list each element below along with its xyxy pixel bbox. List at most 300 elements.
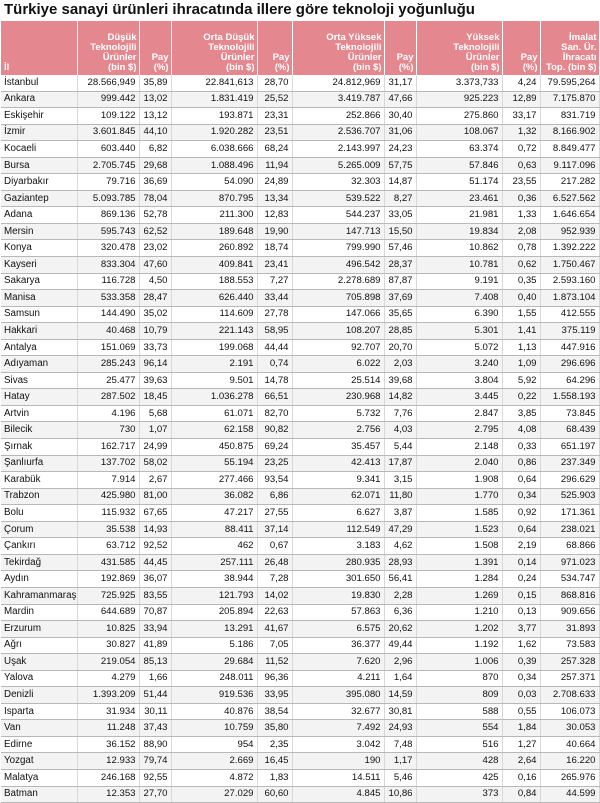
medium-high-tech-value-cell: 2.143.997 [292,141,384,158]
low-tech-share-cell: 88,90 [139,736,171,753]
province-cell: Hatay [1,389,77,406]
table-row [1,769,599,786]
medium-low-tech-value-cell: 450.875 [171,439,257,456]
low-tech-share-cell: 51,44 [139,687,171,704]
high-tech-share-cell: 0,84 [502,786,540,803]
medium-low-tech-share-cell: 14,02 [257,587,292,604]
total-exports-cell: 64.296 [540,372,599,389]
low-tech-value-cell: 116.728 [77,273,139,290]
low-tech-share-cell: 70,87 [139,604,171,621]
table-row [1,75,599,91]
medium-low-tech-share-cell: 27,78 [257,306,292,323]
medium-low-tech-value-cell: 919.536 [171,687,257,704]
medium-high-tech-value-cell: 280.935 [292,554,384,571]
low-tech-share-cell: 52,78 [139,207,171,224]
total-exports-cell: 171.361 [540,505,599,522]
high-tech-value-cell: 21.981 [416,207,502,224]
high-tech-value-cell: 588 [416,703,502,720]
medium-high-tech-share-cell: 2,96 [384,654,416,671]
low-tech-value-cell: 869.136 [77,207,139,224]
table-row [1,505,599,522]
high-tech-value-cell: 19.834 [416,223,502,240]
medium-high-tech-value-cell: 252.866 [292,108,384,125]
medium-high-tech-share-cell: 2,28 [384,587,416,604]
medium-high-tech-share-cell: 7,76 [384,405,416,422]
low-tech-value-cell: 219.054 [77,654,139,671]
medium-high-tech-value-cell: 190 [292,753,384,770]
medium-high-tech-share-cell: 2,03 [384,356,416,373]
medium-low-tech-value-cell: 248.011 [171,670,257,687]
medium-high-tech-share-cell: 3,87 [384,505,416,522]
medium-low-tech-value-cell: 1.036.278 [171,389,257,406]
medium-high-tech-share-cell: 49,44 [384,637,416,654]
medium-low-tech-value-cell: 10.759 [171,720,257,737]
low-tech-value-cell: 1.393.209 [77,687,139,704]
medium-low-tech-value-cell: 199.068 [171,339,257,356]
table-row [1,736,599,753]
province-cell: Batman [1,786,77,803]
medium-low-tech-share-cell: 37,14 [257,521,292,538]
medium-high-tech-share-cell: 33,05 [384,207,416,224]
medium-low-tech-share-cell: 96,36 [257,670,292,687]
high-tech-value-cell: 7.408 [416,290,502,307]
total-exports-cell: 8.166.902 [540,124,599,141]
high-tech-value-cell: 1.202 [416,621,502,638]
medium-high-tech-share-cell: 10,86 [384,786,416,803]
high-tech-share-cell: 4,08 [502,422,540,439]
table-row [1,257,599,274]
low-tech-share-cell: 85,13 [139,654,171,671]
low-tech-value-cell: 35.538 [77,521,139,538]
medium-low-tech-value-cell: 193.871 [171,108,257,125]
high-tech-value-cell: 809 [416,687,502,704]
column-header-low-tech: Düşük Teknolojili Ürünler (bin $) [77,21,139,75]
low-tech-share-cell: 4,50 [139,273,171,290]
medium-low-tech-value-cell: 1.831.419 [171,91,257,108]
medium-high-tech-share-cell: 87,87 [384,273,416,290]
total-exports-cell: 909.656 [540,604,599,621]
province-cell: Bolu [1,505,77,522]
total-exports-cell: 9.117.096 [540,157,599,174]
high-tech-value-cell: 554 [416,720,502,737]
medium-high-tech-value-cell: 4.211 [292,670,384,687]
column-header-high-tech: Yüksek Teknolojili Ürünler (bin $) [416,21,502,75]
province-cell: Hakkari [1,323,77,340]
low-tech-value-cell: 12.353 [77,786,139,803]
medium-high-tech-share-cell: 30,40 [384,108,416,125]
low-tech-value-cell: 40.468 [77,323,139,340]
low-tech-share-cell: 44,10 [139,124,171,141]
province-cell: Malatya [1,769,77,786]
low-tech-value-cell: 533.358 [77,290,139,307]
medium-high-tech-share-cell: 6,36 [384,604,416,621]
low-tech-value-cell: 644.689 [77,604,139,621]
total-exports-cell: 73.845 [540,405,599,422]
low-tech-value-cell: 999.442 [77,91,139,108]
low-tech-share-cell: 14,93 [139,521,171,538]
high-tech-share-cell: 0,33 [502,439,540,456]
table-body [1,75,599,803]
province-cell: Kahramanmaraş [1,587,77,604]
medium-high-tech-share-cell: 14,82 [384,389,416,406]
medium-high-tech-value-cell: 799.990 [292,240,384,257]
medium-high-tech-value-cell: 9.341 [292,472,384,489]
medium-low-tech-value-cell: 870.795 [171,190,257,207]
total-exports-cell: 40.664 [540,736,599,753]
province-cell: Ankara [1,91,77,108]
medium-low-tech-value-cell: 260.892 [171,240,257,257]
medium-low-tech-share-cell: 23,31 [257,108,292,125]
low-tech-share-cell: 96,14 [139,356,171,373]
low-tech-value-cell: 603.440 [77,141,139,158]
medium-low-tech-share-cell: 24,89 [257,174,292,191]
low-tech-share-cell: 83,55 [139,587,171,604]
total-exports-cell: 257.328 [540,654,599,671]
high-tech-share-cell: 0,63 [502,157,540,174]
low-tech-value-cell: 79.716 [77,174,139,191]
medium-low-tech-value-cell: 277.466 [171,472,257,489]
low-tech-share-cell: 62,52 [139,223,171,240]
high-tech-value-cell: 1.523 [416,521,502,538]
column-header-medium-low-tech-share: Pay (%) [257,21,292,75]
medium-high-tech-share-cell: 31,17 [384,75,416,91]
total-exports-cell: 30.053 [540,720,599,737]
medium-high-tech-value-cell: 112.549 [292,521,384,538]
medium-low-tech-value-cell: 62.158 [171,422,257,439]
total-exports-cell: 31.893 [540,621,599,638]
medium-high-tech-value-cell: 7.620 [292,654,384,671]
low-tech-value-cell: 192.869 [77,571,139,588]
medium-high-tech-value-cell: 3.042 [292,736,384,753]
medium-low-tech-share-cell: 0,67 [257,538,292,555]
table-row [1,372,599,389]
column-header-medium-low-tech: Orta Düşük Teknolojili Ürünler (bin $) [171,21,257,75]
high-tech-value-cell: 3.804 [416,372,502,389]
high-tech-share-cell: 0,13 [502,604,540,621]
low-tech-value-cell: 137.702 [77,455,139,472]
province-cell: Şırnak [1,439,77,456]
medium-low-tech-share-cell: 66,51 [257,389,292,406]
high-tech-value-cell: 9.191 [416,273,502,290]
table-row [1,108,599,125]
medium-high-tech-value-cell: 705.898 [292,290,384,307]
high-tech-share-cell: 0,78 [502,240,540,257]
medium-low-tech-share-cell: 68,24 [257,141,292,158]
medium-low-tech-share-cell: 82,70 [257,405,292,422]
low-tech-value-cell: 4.279 [77,670,139,687]
province-cell: Karabük [1,472,77,489]
low-tech-share-cell: 1,66 [139,670,171,687]
high-tech-share-cell: 1,55 [502,306,540,323]
high-tech-share-cell: 0,86 [502,455,540,472]
low-tech-share-cell: 44,45 [139,554,171,571]
province-cell: Tekirdağ [1,554,77,571]
low-tech-share-cell: 2,67 [139,472,171,489]
high-tech-share-cell: 0,16 [502,769,540,786]
total-exports-cell: 68.439 [540,422,599,439]
low-tech-share-cell: 35,02 [139,306,171,323]
medium-high-tech-value-cell: 6.022 [292,356,384,373]
high-tech-value-cell: 870 [416,670,502,687]
low-tech-value-cell: 833.304 [77,257,139,274]
medium-low-tech-value-cell: 954 [171,736,257,753]
medium-low-tech-value-cell: 4.872 [171,769,257,786]
table-row [1,571,599,588]
medium-high-tech-share-cell: 31,06 [384,124,416,141]
province-cell: Uşak [1,654,77,671]
high-tech-share-cell: 0,36 [502,190,540,207]
low-tech-value-cell: 2.705.745 [77,157,139,174]
medium-low-tech-value-cell: 55.194 [171,455,257,472]
low-tech-share-cell: 13,02 [139,91,171,108]
high-tech-share-cell: 12,89 [502,91,540,108]
high-tech-value-cell: 3.373,733 [416,75,502,91]
high-tech-share-cell: 0,92 [502,505,540,522]
low-tech-share-cell: 67,65 [139,505,171,522]
high-tech-share-cell: 0,15 [502,587,540,604]
medium-high-tech-value-cell: 2.536.707 [292,124,384,141]
medium-high-tech-share-cell: 28,85 [384,323,416,340]
total-exports-cell: 296.696 [540,356,599,373]
table-row [1,621,599,638]
province-cell: Erzurum [1,621,77,638]
province-cell: İstanbul [1,75,77,91]
low-tech-value-cell: 725.925 [77,587,139,604]
medium-low-tech-value-cell: 54.090 [171,174,257,191]
medium-high-tech-share-cell: 15,50 [384,223,416,240]
medium-high-tech-value-cell: 544.237 [292,207,384,224]
high-tech-value-cell: 10.862 [416,240,502,257]
medium-low-tech-share-cell: 25,52 [257,91,292,108]
high-tech-share-cell: 1,41 [502,323,540,340]
high-tech-share-cell: 0,39 [502,654,540,671]
medium-low-tech-share-cell: 33,95 [257,687,292,704]
medium-low-tech-share-cell: 1,83 [257,769,292,786]
high-tech-value-cell: 63.374 [416,141,502,158]
high-tech-share-cell: 3,77 [502,621,540,638]
high-tech-value-cell: 1.391 [416,554,502,571]
high-tech-value-cell: 2.847 [416,405,502,422]
low-tech-share-cell: 10,79 [139,323,171,340]
low-tech-share-cell: 28,47 [139,290,171,307]
high-tech-share-cell: 2,19 [502,538,540,555]
total-exports-cell: 16.220 [540,753,599,770]
high-tech-value-cell: 2.148 [416,439,502,456]
low-tech-share-cell: 1,07 [139,422,171,439]
low-tech-share-cell: 92,52 [139,538,171,555]
medium-high-tech-value-cell: 24.812,969 [292,75,384,91]
medium-low-tech-value-cell: 121.793 [171,587,257,604]
high-tech-share-cell: 0,35 [502,273,540,290]
low-tech-share-cell: 79,74 [139,753,171,770]
table-row [1,654,599,671]
medium-high-tech-value-cell: 35.457 [292,439,384,456]
high-tech-value-cell: 425 [416,769,502,786]
medium-low-tech-value-cell: 257.111 [171,554,257,571]
medium-low-tech-share-cell: 11,52 [257,654,292,671]
low-tech-share-cell: 36,69 [139,174,171,191]
medium-high-tech-share-cell: 37,69 [384,290,416,307]
total-exports-cell: 1.750.467 [540,257,599,274]
high-tech-share-cell: 23,55 [502,174,540,191]
table-row [1,637,599,654]
medium-high-tech-value-cell: 2.278.689 [292,273,384,290]
total-exports-cell: 6.527.562 [540,190,599,207]
high-tech-share-cell: 1,84 [502,720,540,737]
low-tech-share-cell: 29,68 [139,157,171,174]
high-tech-value-cell: 3.240 [416,356,502,373]
medium-low-tech-value-cell: 211.300 [171,207,257,224]
medium-low-tech-share-cell: 7,27 [257,273,292,290]
medium-low-tech-value-cell: 38.944 [171,571,257,588]
medium-high-tech-share-cell: 5,46 [384,769,416,786]
medium-low-tech-share-cell: 69,24 [257,439,292,456]
low-tech-value-cell: 4.196 [77,405,139,422]
low-tech-share-cell: 35,89 [139,75,171,91]
table-row [1,290,599,307]
medium-high-tech-share-cell: 4,03 [384,422,416,439]
medium-low-tech-share-cell: 27,55 [257,505,292,522]
medium-low-tech-value-cell: 1.088.496 [171,157,257,174]
medium-low-tech-value-cell: 626.440 [171,290,257,307]
low-tech-value-cell: 730 [77,422,139,439]
high-tech-value-cell: 23.461 [416,190,502,207]
province-cell: Gaziantep [1,190,77,207]
low-tech-value-cell: 3.601.845 [77,124,139,141]
high-tech-value-cell: 1.508 [416,538,502,555]
low-tech-value-cell: 28.566,949 [77,75,139,91]
high-tech-value-cell: 10.781 [416,257,502,274]
high-tech-share-cell: 0,72 [502,141,540,158]
medium-low-tech-share-cell: 2,35 [257,736,292,753]
high-tech-value-cell: 57.846 [416,157,502,174]
low-tech-share-cell: 37,43 [139,720,171,737]
total-exports-cell: 868.816 [540,587,599,604]
total-exports-cell: 296.629 [540,472,599,489]
province-cell: Artvin [1,405,77,422]
medium-low-tech-share-cell: 26,48 [257,554,292,571]
medium-high-tech-share-cell: 39,68 [384,372,416,389]
medium-low-tech-value-cell: 205.894 [171,604,257,621]
medium-low-tech-share-cell: 33,44 [257,290,292,307]
low-tech-value-cell: 12.933 [77,753,139,770]
column-header-medium-high-tech-share: Pay (%) [384,21,416,75]
table-row [1,389,599,406]
medium-high-tech-share-cell: 28,93 [384,554,416,571]
medium-low-tech-share-cell: 58,95 [257,323,292,340]
low-tech-share-cell: 33,73 [139,339,171,356]
low-tech-value-cell: 31.934 [77,703,139,720]
medium-low-tech-share-cell: 7,28 [257,571,292,588]
table-row [1,190,599,207]
medium-high-tech-share-cell: 1,64 [384,670,416,687]
low-tech-share-cell: 92,55 [139,769,171,786]
total-exports-cell: 44.599 [540,786,599,803]
medium-high-tech-value-cell: 14.511 [292,769,384,786]
page-title: Türkiye sanayi ürünleri ihracatında illere göre teknoloji yoğunluğu [4,1,475,18]
medium-high-tech-share-cell: 28,37 [384,257,416,274]
high-tech-value-cell: 516 [416,736,502,753]
high-tech-share-cell: 0,24 [502,571,540,588]
low-tech-value-cell: 425.980 [77,488,139,505]
table-row [1,753,599,770]
total-exports-cell: 952.939 [540,223,599,240]
medium-high-tech-share-cell: 56,41 [384,571,416,588]
high-tech-share-cell: 0,64 [502,521,540,538]
total-exports-cell: 73.583 [540,637,599,654]
table-row [1,240,599,257]
table-row [1,521,599,538]
medium-high-tech-value-cell: 3.419.787 [292,91,384,108]
province-cell: Adıyaman [1,356,77,373]
province-cell: Çankırı [1,538,77,555]
low-tech-share-cell: 39,63 [139,372,171,389]
medium-low-tech-value-cell: 6.038.666 [171,141,257,158]
medium-low-tech-value-cell: 9.501 [171,372,257,389]
low-tech-value-cell: 144.490 [77,306,139,323]
medium-high-tech-value-cell: 92.707 [292,339,384,356]
medium-low-tech-share-cell: 18,74 [257,240,292,257]
table-row [1,141,599,158]
province-cell: Kocaeli [1,141,77,158]
total-exports-cell: 7.175.870 [540,91,599,108]
medium-high-tech-value-cell: 57.863 [292,604,384,621]
low-tech-value-cell: 246.168 [77,769,139,786]
total-exports-cell: 1.558.193 [540,389,599,406]
medium-low-tech-value-cell: 40.876 [171,703,257,720]
medium-high-tech-value-cell: 5.265.009 [292,157,384,174]
low-tech-value-cell: 63.712 [77,538,139,555]
medium-high-tech-value-cell: 147.066 [292,306,384,323]
medium-low-tech-share-cell: 0,74 [257,356,292,373]
medium-high-tech-share-cell: 47,29 [384,521,416,538]
total-exports-cell: 68.866 [540,538,599,555]
medium-high-tech-share-cell: 20,70 [384,339,416,356]
province-cell: Eskişehir [1,108,77,125]
high-tech-value-cell: 1.192 [416,637,502,654]
total-exports-cell: 1.873.104 [540,290,599,307]
low-tech-value-cell: 431.585 [77,554,139,571]
province-cell: Antalya [1,339,77,356]
total-exports-cell: 217.282 [540,174,599,191]
low-tech-value-cell: 595.743 [77,223,139,240]
medium-low-tech-value-cell: 47.217 [171,505,257,522]
province-cell: Mersin [1,223,77,240]
medium-high-tech-value-cell: 6.627 [292,505,384,522]
low-tech-value-cell: 11.248 [77,720,139,737]
medium-low-tech-value-cell: 188.553 [171,273,257,290]
high-tech-value-cell: 1.269 [416,587,502,604]
table-row [1,273,599,290]
high-tech-share-cell: 0,34 [502,488,540,505]
medium-low-tech-share-cell: 16,45 [257,753,292,770]
low-tech-share-cell: 5,68 [139,405,171,422]
high-tech-value-cell: 1.210 [416,604,502,621]
low-tech-share-cell: 33,94 [139,621,171,638]
table-row [1,472,599,489]
medium-low-tech-value-cell: 29.684 [171,654,257,671]
high-tech-share-cell: 0,22 [502,389,540,406]
low-tech-value-cell: 36.152 [77,736,139,753]
total-exports-cell: 79.595,264 [540,75,599,91]
province-cell: Diyarbakır [1,174,77,191]
high-tech-share-cell: 1,27 [502,736,540,753]
medium-low-tech-share-cell: 35,80 [257,720,292,737]
province-cell: Kayseri [1,257,77,274]
table-row [1,306,599,323]
low-tech-share-cell: 27,70 [139,786,171,803]
high-tech-share-cell: 33,17 [502,108,540,125]
